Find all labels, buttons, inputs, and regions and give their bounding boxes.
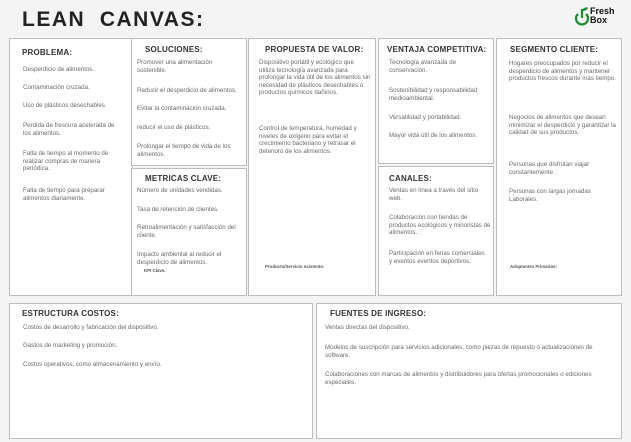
propuesta-item: Dispositivo portátil y ecológico que utiliza tecnología avanzada para prolongar la vida útil de los alimentos sin necesidad de plásticos desechables o productos químicos dañinos. xyxy=(259,59,371,97)
ingresos-item: Modelos de suscripción para servicios adicionales, como piezas de repuesto o actualizaciones de software. xyxy=(325,344,593,359)
ventaja-item: Sostenibilidad y responsabilidad medioambiental. xyxy=(389,87,478,102)
propuesta-note: Producto/Servicio existente: xyxy=(265,264,325,269)
ventaja-box xyxy=(378,38,494,164)
soluciones-title: SOLUCIONES: xyxy=(145,45,203,54)
metricas-item: Número de unidades vendidas. xyxy=(137,187,223,194)
logo-text xyxy=(590,7,615,25)
metricas-box xyxy=(131,168,247,296)
logo-line-1: Fresh xyxy=(590,6,615,16)
problema-item: Falta de tiempo al momento de realizar compras de manera periódica. xyxy=(23,150,109,173)
costos-title: ESTRUCTURA COSTOS: xyxy=(22,309,119,318)
canales-item: Ventas en línea a través del sitio web. xyxy=(389,187,479,202)
ventaja-item: Tecnología avanzada de conservación. xyxy=(389,59,457,74)
canales-item: Participación en ferias comerciales y eventos eventos deportivos. xyxy=(389,250,485,265)
problema-item: Falta de tiempo para preparar alimentos diariamente. xyxy=(23,187,105,202)
ingresos-item: Ventas directas del dispositivo. xyxy=(325,324,410,331)
segmento-item: Hogares preocupados por reducir el desperdicio de alimentos y mantener productos frescos durante más tiempo. xyxy=(509,60,616,83)
propuesta-title: PROPUESTA DE VALOR: xyxy=(265,45,364,54)
propuesta-item: Control de temperatura, humedad y niveles de oxígeno para evitar el crecimiento bacteriano y retrasar el deterioro de los alimentos. xyxy=(259,125,357,155)
fresh-box-logo xyxy=(574,4,628,38)
metricas-title: METRICAS CLAVE: xyxy=(145,174,222,183)
metricas-note: KPI Clave. xyxy=(144,268,166,273)
costos-item: Gastos de marketing y promoción. xyxy=(23,342,118,349)
costos-item: Costos operativos, como almacenamiento y envío. xyxy=(23,361,162,368)
logo-line-2: Box xyxy=(590,15,608,25)
power-leaf-icon xyxy=(574,6,590,34)
canales-item: Colaboración con tiendas de productos ecológicos y minoristas de alimentos. xyxy=(389,214,491,237)
page-title: LEAN CANVAS: xyxy=(22,8,205,31)
soluciones-item: Reducir el desperdicio de alimentos. xyxy=(137,87,237,94)
ingresos-title: FUENTES DE INGRESO: xyxy=(330,309,427,318)
soluciones-item: Promover una alimentación sostenible. xyxy=(137,59,213,74)
segmento-item: Personas con largas jornadas Laborales. xyxy=(509,188,591,203)
soluciones-box xyxy=(131,38,247,166)
soluciones-item: Prolongar el tiempo de vida de los alimentos. xyxy=(137,143,231,158)
metricas-item: Retroalimentación y satisfacción del cliente. xyxy=(137,224,236,239)
problema-title: PROBLEMA: xyxy=(22,48,73,57)
segmento-note: Adoptantes Primarios: xyxy=(510,264,558,269)
problema-item: Contaminación cruzada. xyxy=(23,84,90,91)
metricas-item: Impacto ambiental al reducir el desperdicio de alimentos. xyxy=(137,251,222,266)
problema-item: Perdida de frescura acelerada de los alimentos. xyxy=(23,122,115,137)
segmento-item: Negocios de alimentos que desean minimizar el desperdicio y garantizar la calidad de sus productos. xyxy=(509,114,616,137)
problema-item: Uso de plásticos desechables. xyxy=(23,102,107,109)
canales-title: CANALES: xyxy=(389,174,432,183)
problema-box xyxy=(9,38,133,296)
problema-item: Desperdicio de alimentos. xyxy=(23,66,95,73)
segmento-item: Personas que disfrutan viajar constantemente . xyxy=(509,161,590,176)
ingresos-item: Colaboraciones con marcas de alimentos y distribuidores para ofertas promocionales o ediciones especiales. xyxy=(325,371,592,386)
ventaja-title: VENTAJA COMPETITIVA: xyxy=(387,45,487,54)
segmento-box xyxy=(496,38,622,296)
metricas-item: Tasa de retención de clientes. xyxy=(137,206,219,213)
costos-box xyxy=(9,303,313,439)
canales-box xyxy=(378,166,494,296)
ingresos-box xyxy=(316,303,622,439)
ventaja-item: Versatilidad y portabilidad. xyxy=(389,114,462,121)
ventaja-item: Mayor vida útil de los alimentos. xyxy=(389,132,478,139)
segmento-title: SEGMENTO CLIENTE: xyxy=(510,45,599,54)
propuesta-box xyxy=(248,38,376,296)
soluciones-item: reducir el uso de plásticos. xyxy=(137,124,211,131)
costos-item: Costos de desarrollo y fabricación del dispositivo. xyxy=(23,324,159,331)
soluciones-item: Evitar la contaminación cruzada. xyxy=(137,105,227,112)
